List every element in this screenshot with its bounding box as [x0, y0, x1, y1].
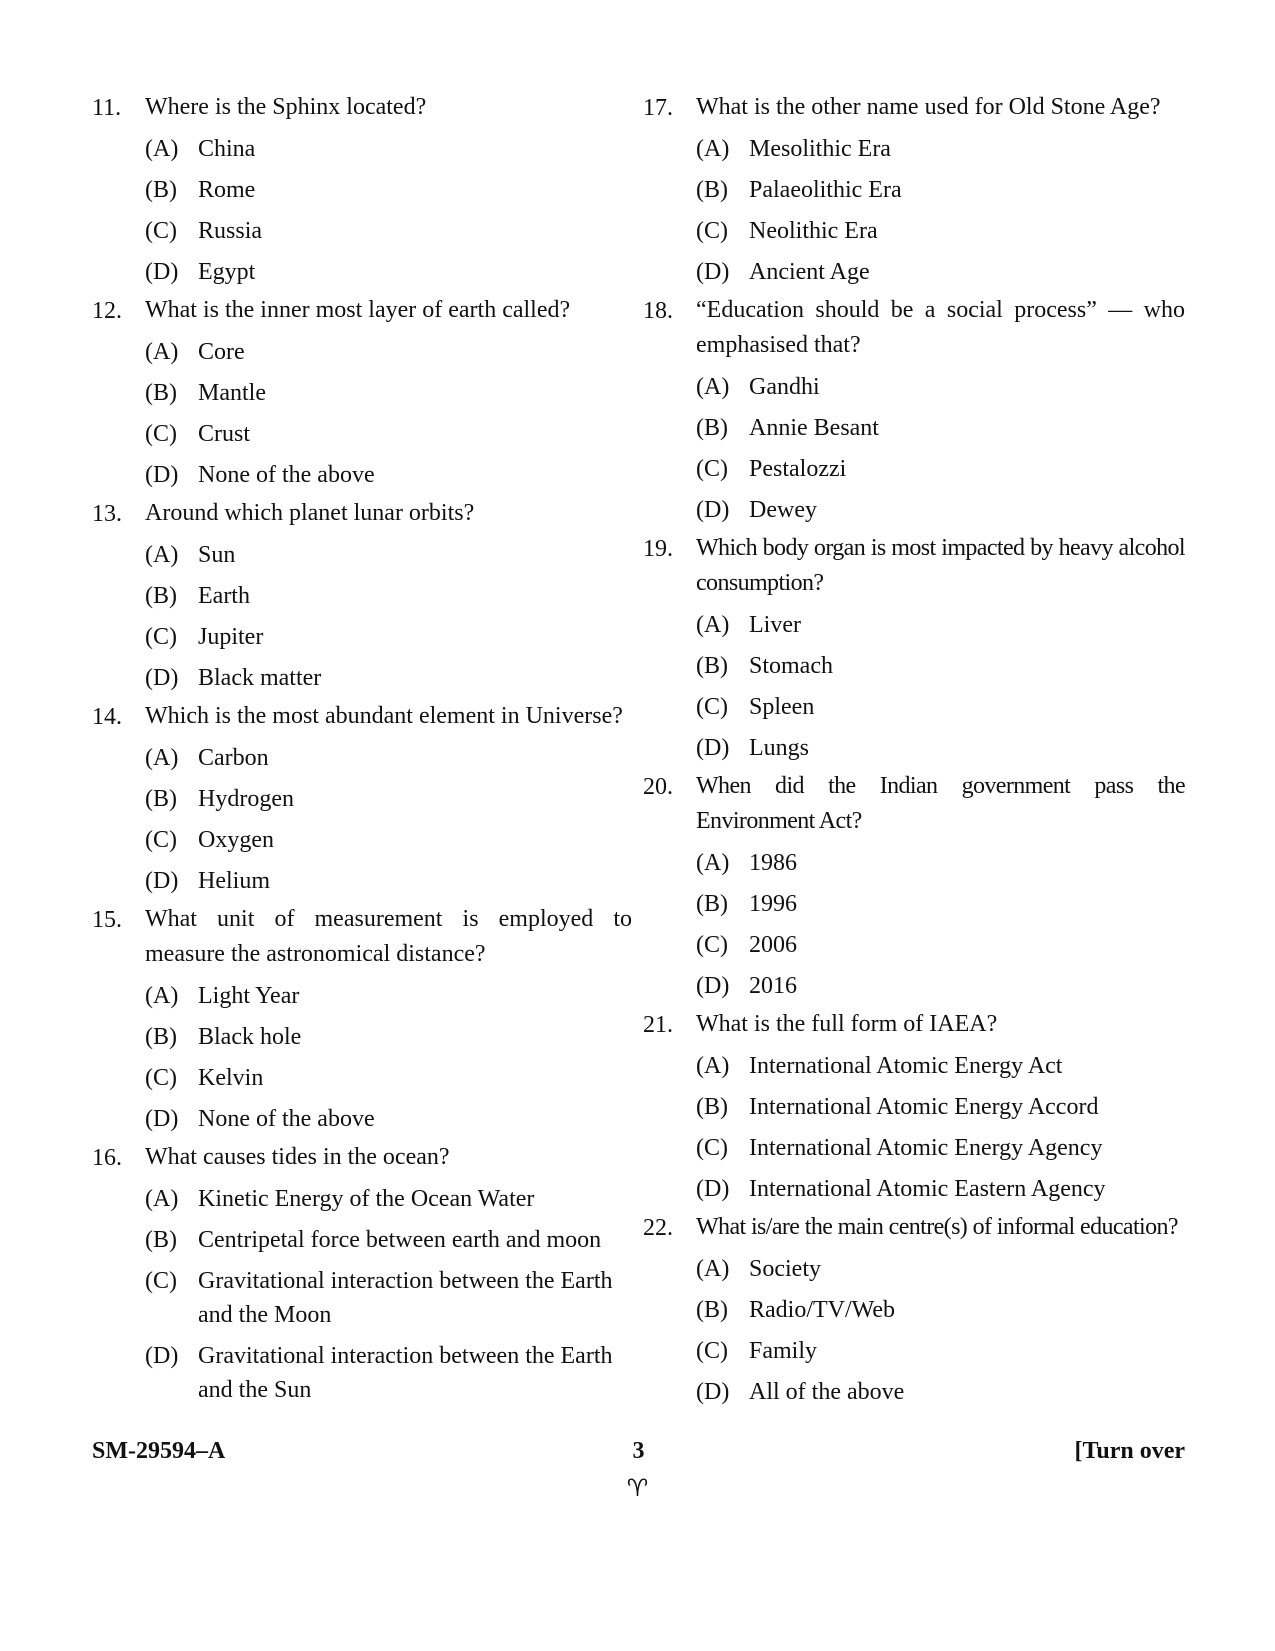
option-text: Gandhi	[749, 374, 820, 400]
option-letter: (C)	[696, 456, 728, 482]
option-text: 1986	[749, 850, 797, 876]
answer-option	[145, 214, 632, 248]
option-letter: (A)	[145, 745, 179, 771]
option-text: 2016	[749, 973, 797, 999]
question-text: When did the Indian government pass the Environment Act?	[696, 773, 1185, 834]
option-text: Palaeolithic Era	[749, 177, 902, 203]
answer-option	[696, 452, 1185, 486]
answer-option	[145, 1223, 632, 1257]
option-letter: (C)	[696, 932, 728, 958]
option-text: 1996	[749, 891, 797, 917]
option-letter: (A)	[696, 1053, 730, 1079]
question-item	[92, 90, 632, 289]
option-text: Centripetal force between earth and moon	[198, 1227, 602, 1253]
option-text: Kelvin	[198, 1065, 264, 1091]
question-number: 17.	[643, 95, 673, 121]
question-text: What is/are the main centre(s) of informal education?	[696, 1214, 1178, 1240]
question-number: 15.	[92, 907, 122, 933]
answer-option	[145, 458, 632, 492]
option-text: Kinetic Energy of the Ocean Water	[198, 1186, 535, 1212]
option-letter: (A)	[696, 850, 730, 876]
question-number: 19.	[643, 536, 673, 562]
question-item	[643, 90, 1185, 289]
option-letter: (B)	[145, 583, 177, 609]
option-letter: (C)	[145, 218, 177, 244]
question-text: “Education should be a social process” — who emphasised that?	[696, 297, 1185, 358]
question-item	[643, 769, 1185, 1003]
option-letter: (C)	[696, 1338, 728, 1364]
option-letter: (B)	[696, 177, 728, 203]
option-text: Ancient Age	[749, 259, 870, 285]
option-letter: (C)	[696, 218, 728, 244]
answer-option	[696, 690, 1185, 724]
option-letter: (C)	[145, 1268, 177, 1294]
option-letter: (C)	[145, 827, 177, 853]
option-letter: (D)	[145, 665, 179, 691]
answer-option	[696, 887, 1185, 921]
answer-option	[696, 1090, 1185, 1124]
answer-option	[696, 173, 1185, 207]
question-number: 14.	[92, 704, 122, 730]
answer-option	[145, 823, 632, 857]
turn-over-note: [Turn over	[1074, 1438, 1185, 1464]
option-letter: (A)	[696, 136, 730, 162]
answer-option	[696, 1172, 1185, 1206]
answer-option	[145, 1102, 632, 1136]
option-letter: (D)	[696, 735, 730, 761]
answer-option	[696, 1131, 1185, 1165]
option-text: Dewey	[749, 497, 817, 523]
option-text: Family	[749, 1338, 818, 1364]
option-text: Annie Besant	[749, 415, 879, 441]
option-letter: (A)	[145, 136, 179, 162]
answer-option	[145, 979, 632, 1013]
option-text: Jupiter	[198, 624, 264, 650]
option-letter: (B)	[145, 177, 177, 203]
answer-option	[145, 376, 632, 410]
answer-option	[696, 608, 1185, 642]
answer-option	[145, 782, 632, 816]
question-item	[643, 293, 1185, 527]
answer-option	[696, 1293, 1185, 1327]
answer-option	[145, 1020, 632, 1054]
answer-option	[696, 969, 1185, 1003]
answer-option	[145, 417, 632, 451]
option-letter: (D)	[145, 259, 179, 285]
answer-option	[696, 493, 1185, 527]
option-letter: (D)	[696, 497, 730, 523]
question-number: 13.	[92, 501, 122, 527]
option-letter: (A)	[145, 542, 179, 568]
aries-symbol-icon: ♈	[626, 1474, 649, 1502]
answer-option	[145, 1264, 632, 1332]
option-text: Pestalozzi	[749, 456, 847, 482]
option-text: None of the above	[198, 1106, 375, 1132]
option-letter: (A)	[145, 983, 179, 1009]
option-text: Mantle	[198, 380, 266, 406]
question-number: 18.	[643, 298, 673, 324]
answer-option	[145, 255, 632, 289]
option-text: None of the above	[198, 462, 375, 488]
option-letter: (D)	[696, 1176, 730, 1202]
option-letter: (A)	[696, 1256, 730, 1282]
option-text: Lungs	[749, 735, 809, 761]
option-letter: (D)	[145, 1106, 179, 1132]
question-text: What causes tides in the ocean?	[145, 1144, 450, 1170]
question-item	[92, 902, 632, 1136]
answer-option	[145, 335, 632, 369]
answer-option	[145, 864, 632, 898]
option-letter: (B)	[696, 891, 728, 917]
question-number: 11.	[92, 95, 122, 121]
option-text: Oxygen	[198, 827, 274, 853]
question-text: What unit of measurement is employed to measure the astronomical distance?	[145, 906, 632, 967]
question-text: What is the inner most layer of earth called?	[145, 297, 571, 323]
answer-option	[696, 1049, 1185, 1083]
answer-option	[696, 1334, 1185, 1368]
page-footer	[92, 1438, 1185, 1478]
option-text: Sun	[198, 542, 236, 568]
option-letter: (C)	[145, 624, 177, 650]
page-number: 3	[632, 1438, 645, 1464]
question-item	[92, 699, 632, 898]
option-text: International Atomic Energy Accord	[749, 1094, 1099, 1120]
option-text: Hydrogen	[198, 786, 294, 812]
answer-option	[145, 579, 632, 613]
option-text: Carbon	[198, 745, 269, 771]
option-letter: (D)	[696, 1379, 730, 1405]
question-text: What is the full form of IAEA?	[696, 1011, 998, 1037]
option-letter: (D)	[145, 1343, 179, 1369]
option-letter: (A)	[696, 612, 730, 638]
option-letter: (B)	[145, 380, 177, 406]
question-item	[643, 531, 1185, 765]
option-letter: (C)	[696, 694, 728, 720]
option-text: Mesolithic Era	[749, 136, 891, 162]
option-letter: (D)	[696, 259, 730, 285]
option-text: Radio/TV/Web	[749, 1297, 896, 1323]
question-text: Around which planet lunar orbits?	[145, 500, 475, 526]
left-column	[92, 90, 632, 1407]
paper-code: SM-29594–A	[92, 1438, 226, 1464]
answer-option	[145, 620, 632, 654]
answer-option	[145, 661, 632, 695]
answer-option	[696, 132, 1185, 166]
option-letter: (D)	[696, 973, 730, 999]
option-text: Egypt	[198, 259, 256, 285]
option-letter: (C)	[145, 421, 177, 447]
option-text: Gravitational interaction between the Earth and the Sun	[198, 1343, 613, 1403]
answer-option	[696, 411, 1185, 445]
question-item	[643, 1210, 1185, 1409]
question-item	[643, 1007, 1185, 1206]
option-letter: (B)	[145, 1024, 177, 1050]
option-letter: (B)	[696, 1297, 728, 1323]
option-text: Russia	[198, 218, 263, 244]
option-text: 2006	[749, 932, 797, 958]
question-text: What is the other name used for Old Stone Age?	[696, 94, 1161, 120]
option-text: All of the above	[749, 1379, 905, 1405]
option-text: Neolithic Era	[749, 218, 878, 244]
question-number: 22.	[643, 1215, 673, 1241]
option-text: Black matter	[198, 665, 322, 691]
option-text: International Atomic Energy Act	[749, 1053, 1063, 1079]
option-letter: (B)	[145, 1227, 177, 1253]
option-letter: (C)	[696, 1135, 728, 1161]
answer-option	[145, 1061, 632, 1095]
option-text: Black hole	[198, 1024, 302, 1050]
answer-option	[696, 846, 1185, 880]
option-text: Society	[749, 1256, 821, 1282]
option-letter: (C)	[145, 1065, 177, 1091]
question-number: 12.	[92, 298, 122, 324]
answer-option	[696, 928, 1185, 962]
question-text: Which is the most abundant element in Universe?	[145, 703, 623, 729]
option-text: International Atomic Eastern Agency	[749, 1176, 1106, 1202]
question-number: 21.	[643, 1012, 673, 1038]
option-letter: (D)	[145, 462, 179, 488]
option-text: Stomach	[749, 653, 833, 679]
answer-option	[145, 173, 632, 207]
answer-option	[696, 649, 1185, 683]
answer-option	[696, 255, 1185, 289]
answer-option	[145, 1182, 632, 1216]
option-text: Gravitational interaction between the Earth and the Moon	[198, 1268, 613, 1328]
answer-option	[696, 214, 1185, 248]
answer-option	[145, 741, 632, 775]
option-text: Rome	[198, 177, 256, 203]
option-text: Core	[198, 339, 245, 365]
question-text: Where is the Sphinx located?	[145, 94, 427, 120]
option-letter: (A)	[145, 339, 179, 365]
option-text: Light Year	[198, 983, 300, 1009]
option-text: Crust	[198, 421, 251, 447]
question-text: Which body organ is most impacted by heavy alcohol consumption?	[696, 535, 1185, 596]
question-number: 16.	[92, 1145, 122, 1171]
option-text: Liver	[749, 612, 801, 638]
question-item	[92, 496, 632, 695]
question-number: 20.	[643, 774, 673, 800]
option-letter: (B)	[696, 653, 728, 679]
question-item	[92, 1140, 632, 1407]
question-item	[92, 293, 632, 492]
option-text: Earth	[198, 583, 250, 609]
answer-option	[696, 1252, 1185, 1286]
option-letter: (B)	[145, 786, 177, 812]
answer-option	[145, 538, 632, 572]
option-text: China	[198, 136, 256, 162]
right-column	[643, 90, 1185, 1409]
option-text: Helium	[198, 868, 270, 894]
answer-option	[145, 1339, 632, 1407]
option-letter: (D)	[145, 868, 179, 894]
option-letter: (B)	[696, 1094, 728, 1120]
option-text: Spleen	[749, 694, 815, 720]
option-text: International Atomic Energy Agency	[749, 1135, 1103, 1161]
answer-option	[696, 731, 1185, 765]
answer-option	[696, 1375, 1185, 1409]
answer-option	[145, 132, 632, 166]
option-letter: (A)	[145, 1186, 179, 1212]
answer-option	[696, 370, 1185, 404]
option-letter: (A)	[696, 374, 730, 400]
option-letter: (B)	[696, 415, 728, 441]
